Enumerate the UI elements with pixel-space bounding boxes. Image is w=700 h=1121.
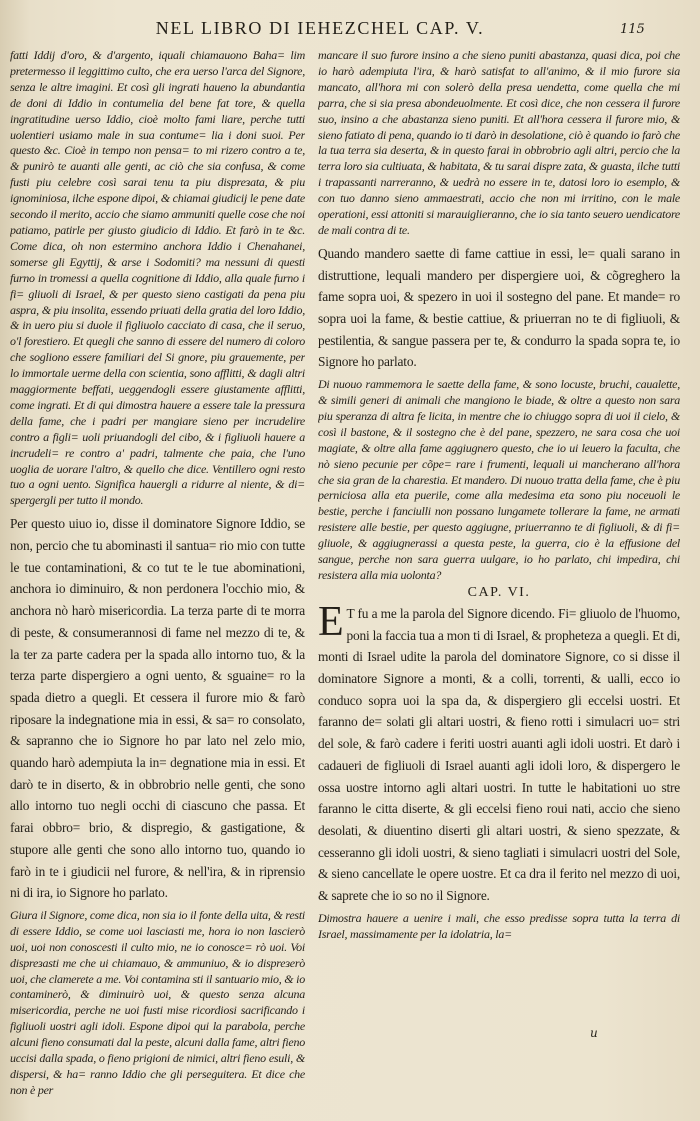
chapter-heading: CAP. VI. xyxy=(467,584,531,600)
running-title: NEL LIBRO DI IEHEZCHEL CAP. V. xyxy=(155,18,485,38)
commentary-paragraph: Giura il Signore, come dica, non sia io il fonte della uita, & resti di essere Iddio, se come uoi lasciasti me, hora io non lascierò uoi, uoi non conoscesti il culto mio, ne io conosce= rò uoi. Voi dispreзasti me che ui chiamauo, & ammuniuo, & io dispreзerò uoi, che clamerete a me. Voi contamina sti il santuario mio, & io contaminerò, & diminuirò uoi, & questo senza alcuna misericordia, perche ne uoi fusti mise ricordiosi sacrificando i figliuoli uostri agli idoli. Espone dipoi qui la parabola, perche alcuni fieno consumati dal la peste, alcuni dalla fame, altri fieno uccisi dalla spada, o fieno prigioni de nimici, altri fieno esuli, & dispersi, & ha= ranno Iddio che gli perseguitera. Et dice che non è per xyxy=(10,907,305,1097)
commentary-paragraph: Dimostra hauere a uenire i mali, che esso predisse sopra tutta la terra di Israel, massimamente per la idolatria, la= xyxy=(318,910,680,941)
folio-number: 115 xyxy=(620,22,645,37)
scripture-paragraph: Quando mandero saette di fame cattiue in essi, le= quali sarano in distruttione, lequali mandero per dispergiere uoi, & cõgreghero la fame sopra uoi, & spezero in uoi il sostegno del pane. Et mande= ro sopra uoi la fame, & bestie cattiue, & priuerran no te di figliuoli, & pestilentia, & sangue passera per te, & condurro la spada sopra te, io Signore ho parlato. xyxy=(318,245,680,370)
drop-cap: E xyxy=(318,598,344,645)
left-column xyxy=(10,48,305,1098)
scripture-paragraph: Per questo uiuo io, disse il dominatore Signore Iddio, se non, percio che tu abominasti il santua= rio mio con tutte le tue contaminationi, & co tut te le tue abominationi, anchora io diminuiro, & non perdonera l'occhio mio, & anchora nò harò misericordia. La terza parte di te morra di peste, & consumerannosi di fame nel mezzo di te, & la ter za parte cadera per la spada allo intorno tuo, & la terza parte dispergiero a ogni uento, & sguaine= ro la spada dietro a quegli. Et cessera il furore mio & farò riposare la indegnatione mia in essi, & sa= ro consolato, & sapranno che io Signore ho par lato nel zelo mio, quando harò adempiuta la in= degnatione mia in essi. Et darò te in diserto, & in obbrobrio nelle genti, che sono allo intorno tuo negli occhi di ciascuno che passa. Et farai obbro= brio, & dispregio, & gastigatione, & stupore alle genti che sono allo intorno tuo, quando io farò in te i giudicii nel furore, & nell'ira, & in riprensio ni di ira, io Signore ho parlato. xyxy=(10,516,305,901)
commentary-paragraph: Di nuouo rammemora le saette della fame, & sono locuste, bruchi, caualette, & simili generi di animali che mangiono le biade, & oltre a questo non sara piu speranza di altra fe licita, in mentre che io chiuggo sopra di uoi il cielo, & così il bastone, & il sostegno che è del pane, spezzero, ne sara cosa che uoi magiate, & oltre alla fame aggiugnero questo, che io ui leuero la faculta, che nò sieno pecunie per cõpe= rare i frumenti, lequali ui mancherano all'hora che sia gran de la charestia. Et mandero. Di nuouo tratta della fame, che è piu perniciosa alla eta puerile, come alla medesima eta sono piu noceuoli le bestie, perche i fanciulli non possano lungamete tollerare la fame, ne armati resistere alle bestie, per questo aggiugne, priuerranno te di figliuoli, & di fi= gliuole, & aggiugnerassi a questa peste, la guerra, cio è la effusione del sangue, perche non sara guerra uulgare, io ho parlato, chi impedira, chi resistera alla mia uolonta? xyxy=(318,377,680,582)
commentary-paragraph: mancare il suo furore insino a che sieno puniti abastanza, quasi dica, poi che io harò adempiuta l'ira, & harò satisfat to all'animo, & il mio furore sia mancato, all'hora mi con solerò della presa uendetta, come quella che mi parra, che si sia presa abondeuolmente. Et così dice, che non cessera il furore suo, insino a che abastanza sieno puniti. Et all'hora cessera il furore mio, & sieno fatiato di pena, quando io ti darò in desolatione, ciò è quando io farò che la tua terra sia deserta, & in questo farai in obbrobrio agli altri, percio che la terra loro sia cultiuata, & habitata, & tu sarai dispre zata, & guasta, ilche tutti i trapassanti narreranno, & uedrà no essere in te, datosi loro io esemplo, & con tuo danno sieno ammaestrati, accio che non mi irritino, con le male operationi, essi attoniti si marauiglieranno, che io sia tanto seuero uendicatore de mali contra di te. xyxy=(318,48,680,237)
page-header xyxy=(0,18,700,46)
signature-mark: u xyxy=(590,1026,598,1040)
scripture-paragraph xyxy=(318,598,680,907)
scripture-text: T fu a me la parola del Signore dicendo. Fi= gliuolo de l'huomo, poni la faccia tua a mon ti di Israel, & propheteza a quegli. Et di, monti di Israel udite la parola del dominatore Signore, co si disse il dominatore Signore a monti, & a colli, torrenti, & ualli, ecco io conduco sopra uoi la spa da, & dispergiero gli eccelsi uostri. Et faranno de= solati gli altari uostri, & fieno rotti i simulacri uo= stri del sole, & farò cadere i feriti uostri auanti agli idoli uostri. Et darò i cadaueri de figliuoli di Israel auanti agli idoli loro, & dispergero le ossa uostre intorno agli altari uostri. In tutte le habitationi uo stre faranno le citta diserte, & gli eccelsi fieno roui nati, accio che sieno desolati, & diuentino diserti gli altari uostri, & sieno spezzate, & cesseranno gli idoli uostri, & sieno tagliati i simulacri uostri del Sole, & sieno cancellate le opere uostre. Et ca dra il ferito nel mezzo di uoi, & saprete che io so no il Signore. xyxy=(318,605,680,904)
commentary-paragraph: fatti Iddij d'oro, & d'argento, iquali chiamauono Baha= lim pretermesso il leggittimo culto, che era uerso l'arca del Signore, senza le altre imagini. Et così gli ingrati haueno la abundantia de doni di Iddio in contumelia del bene fat tore, & quella ingratitudine uerso Iddio, cioè molto fami liare, perche tutti uolentieri usiamo male in sua contume= lia i doni suoi. Per questo &c. Cioè in tempo non pensa= to mi rizero contro a te, & punirò te auanti alle genti, ac ciò che sia confusa, & come fusti piu celebre così sarai tenu ta piu dispreзata, & piu ignominiosa, ilche espone dipoi, & chiamai giudicij le pene date secondo il merito, accio che siamo ammuniti quelle cose che noi patiamo, patirle per giusto giudicio di Iddio. Et farò in te &c. Come dica, oh non estermino anchora Iddio i Chenahanei, somerse gli Egyttij, & arse i Sodomiti? ma nessuni di questi furno in tromessi a quella cognitione di Iddio, alla quale furno i fi= gliuoli di Israel, & per questo sieno castigati da pena piu aspra, & piu insolita, essendo priuati della gratia del loro Iddio, & in uero piu si duole il figliuolo cacciato di casa, che il seruo, o'l forestiero. Et quegli che sanno di essere del numero di coloro che sogliono essere familiari del Si gnore, piu grauemente, per lo immortale uerme della con scientia, sono afflitti, & dagli altri maggiormente beffati, ueggendogli essere giustamente afflitti, come ingrati. Et di qui dimostra hauere a essere tale la pressura della fame, che i padri per mangiare sieno per incrudelire contro a figli= uoli priuandogli del cibo, & i figliuoli hauere a incrudeli= re contro a' padri, talmente che paia, che l'uno uoglia de uorare l'altro, & quello che dice. Ventillero ogni resto tuo a ogni uento. Significa hauergli a ridurre al niente, & di= spergergli per tutto il mondo. xyxy=(10,48,305,508)
right-column xyxy=(318,48,680,1098)
